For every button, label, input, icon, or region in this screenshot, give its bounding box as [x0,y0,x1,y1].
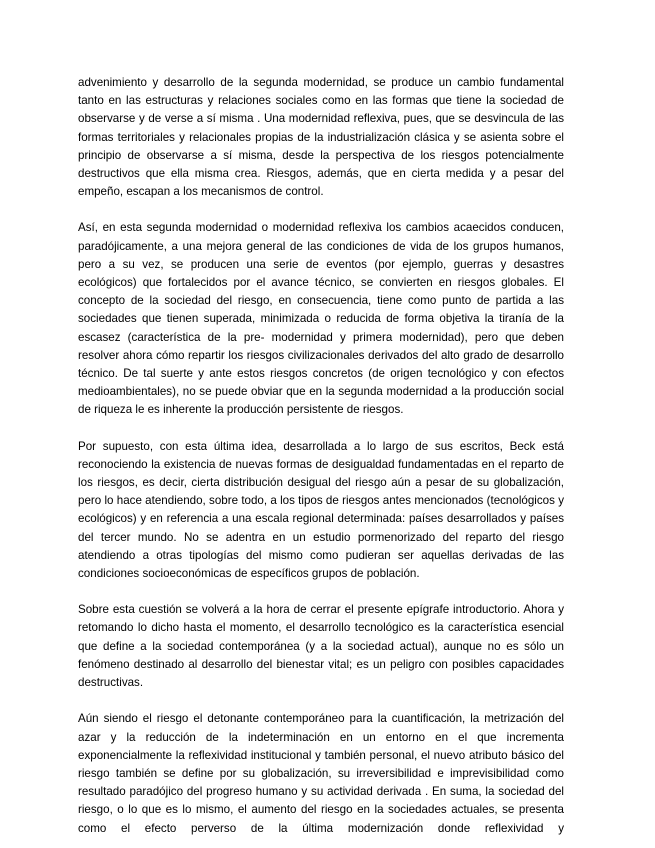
paragraph-5: Aún siendo el riesgo el detonante contemporáneo para la cuantificación, la metrización del azar y la reducción de la indeterminación en un entorno en el que incrementa exponencialmente la reflexividad institucional y también personal, el nuevo atributo básico del riesgo también se define por su globalización, su irreversibilidad e imprevisibilidad como resultado paradójico del progreso humano y su actividad derivada . En suma, la sociedad del riesgo, o lo que es lo mismo, el aumento del riesgo en la sociedades actuales, se presenta como el efecto perverso de la última modernización donde reflexividad y [78,712,564,835]
paragraph-3: Por supuesto, con esta última idea, desarrollada a lo largo de sus escritos, Beck está reconociendo la existencia de nuevas formas de desigualdad fundamentadas en el reparto de los riesgos, es decir, cierta distribución desigual del riesgo aún a pesar de su globalización, pero lo hace atendiendo, sobre todo, a los tipos de riesgos antes mencionados (tecnológicos y ecológicos) y en referencia a una escala regional determinada: países desarrollados y países del tercer mundo. No se adentra en un estudio pormenorizado del reparto del riesgo atendiendo a otras tipologías del mismo como pudieran ser aquellas derivadas de las condiciones socioeconómicas de específicos grupos de población. [78,439,564,581]
paragraph-2: Así, en esta segunda modernidad o modernidad reflexiva los cambios acaecidos conducen, paradójicamente, a una mejora general de las condiciones de vida de los grupos humanos, pero a su vez, se producen una serie de eventos (por ejemplo, guerras y desastres ecológicos) que fortalecidos por el avance técnico, se convierten en riesgos globales. El concepto de la sociedad del riesgo, en consecuencia, tiene como punto de partida a las sociedades que tienen superada, minimizada o reducida de forma objetiva la tiranía de la escasez (característica de la pre- modernidad y primera modernidad), pero que deben resolver ahora cómo repartir los riesgos civilizacionales derivados del alto grado de desarrollo técnico. De tal suerte y ante estos riesgos concretos (de origen tecnológico y con efectos medioambientales), no se puede obviar que en la segunda modernidad a la producción social de riqueza le es inherente la producción persistente de riesgos. [78,221,564,417]
paragraph-1: advenimiento y desarrollo de la segunda modernidad, se produce un cambio fundamental tanto en las estructuras y relaciones sociales como en las formas que tiene la sociedad de observarse y de verse a sí misma . Una modernidad reflexiva, pues, que se desvincula de las formas territoriales y relacionales propias de la industrialización clásica y se asienta sobre el principio de observarse a sí misma, desde la perspectiva de los riesgos potencialmente destructivos que ella misma crea. Riesgos, además, que en cierta medida y a pesar del empeño, escapan a los mecanismos de control. [78,76,564,199]
paragraph-4: Sobre esta cuestión se volverá a la hora de cerrar el presente epígrafe introductorio. Ahora y retomando lo dicho hasta el momento, el desarrollo tecnológico es la característica esencial que define a la sociedad contemporánea (y a la sociedad actual), aunque no es sólo un fenómeno destinado al desarrollo del bienestar vital; es un peligro con posibles capacidades destructivas. [78,603,564,690]
document-page [78,74,564,838]
